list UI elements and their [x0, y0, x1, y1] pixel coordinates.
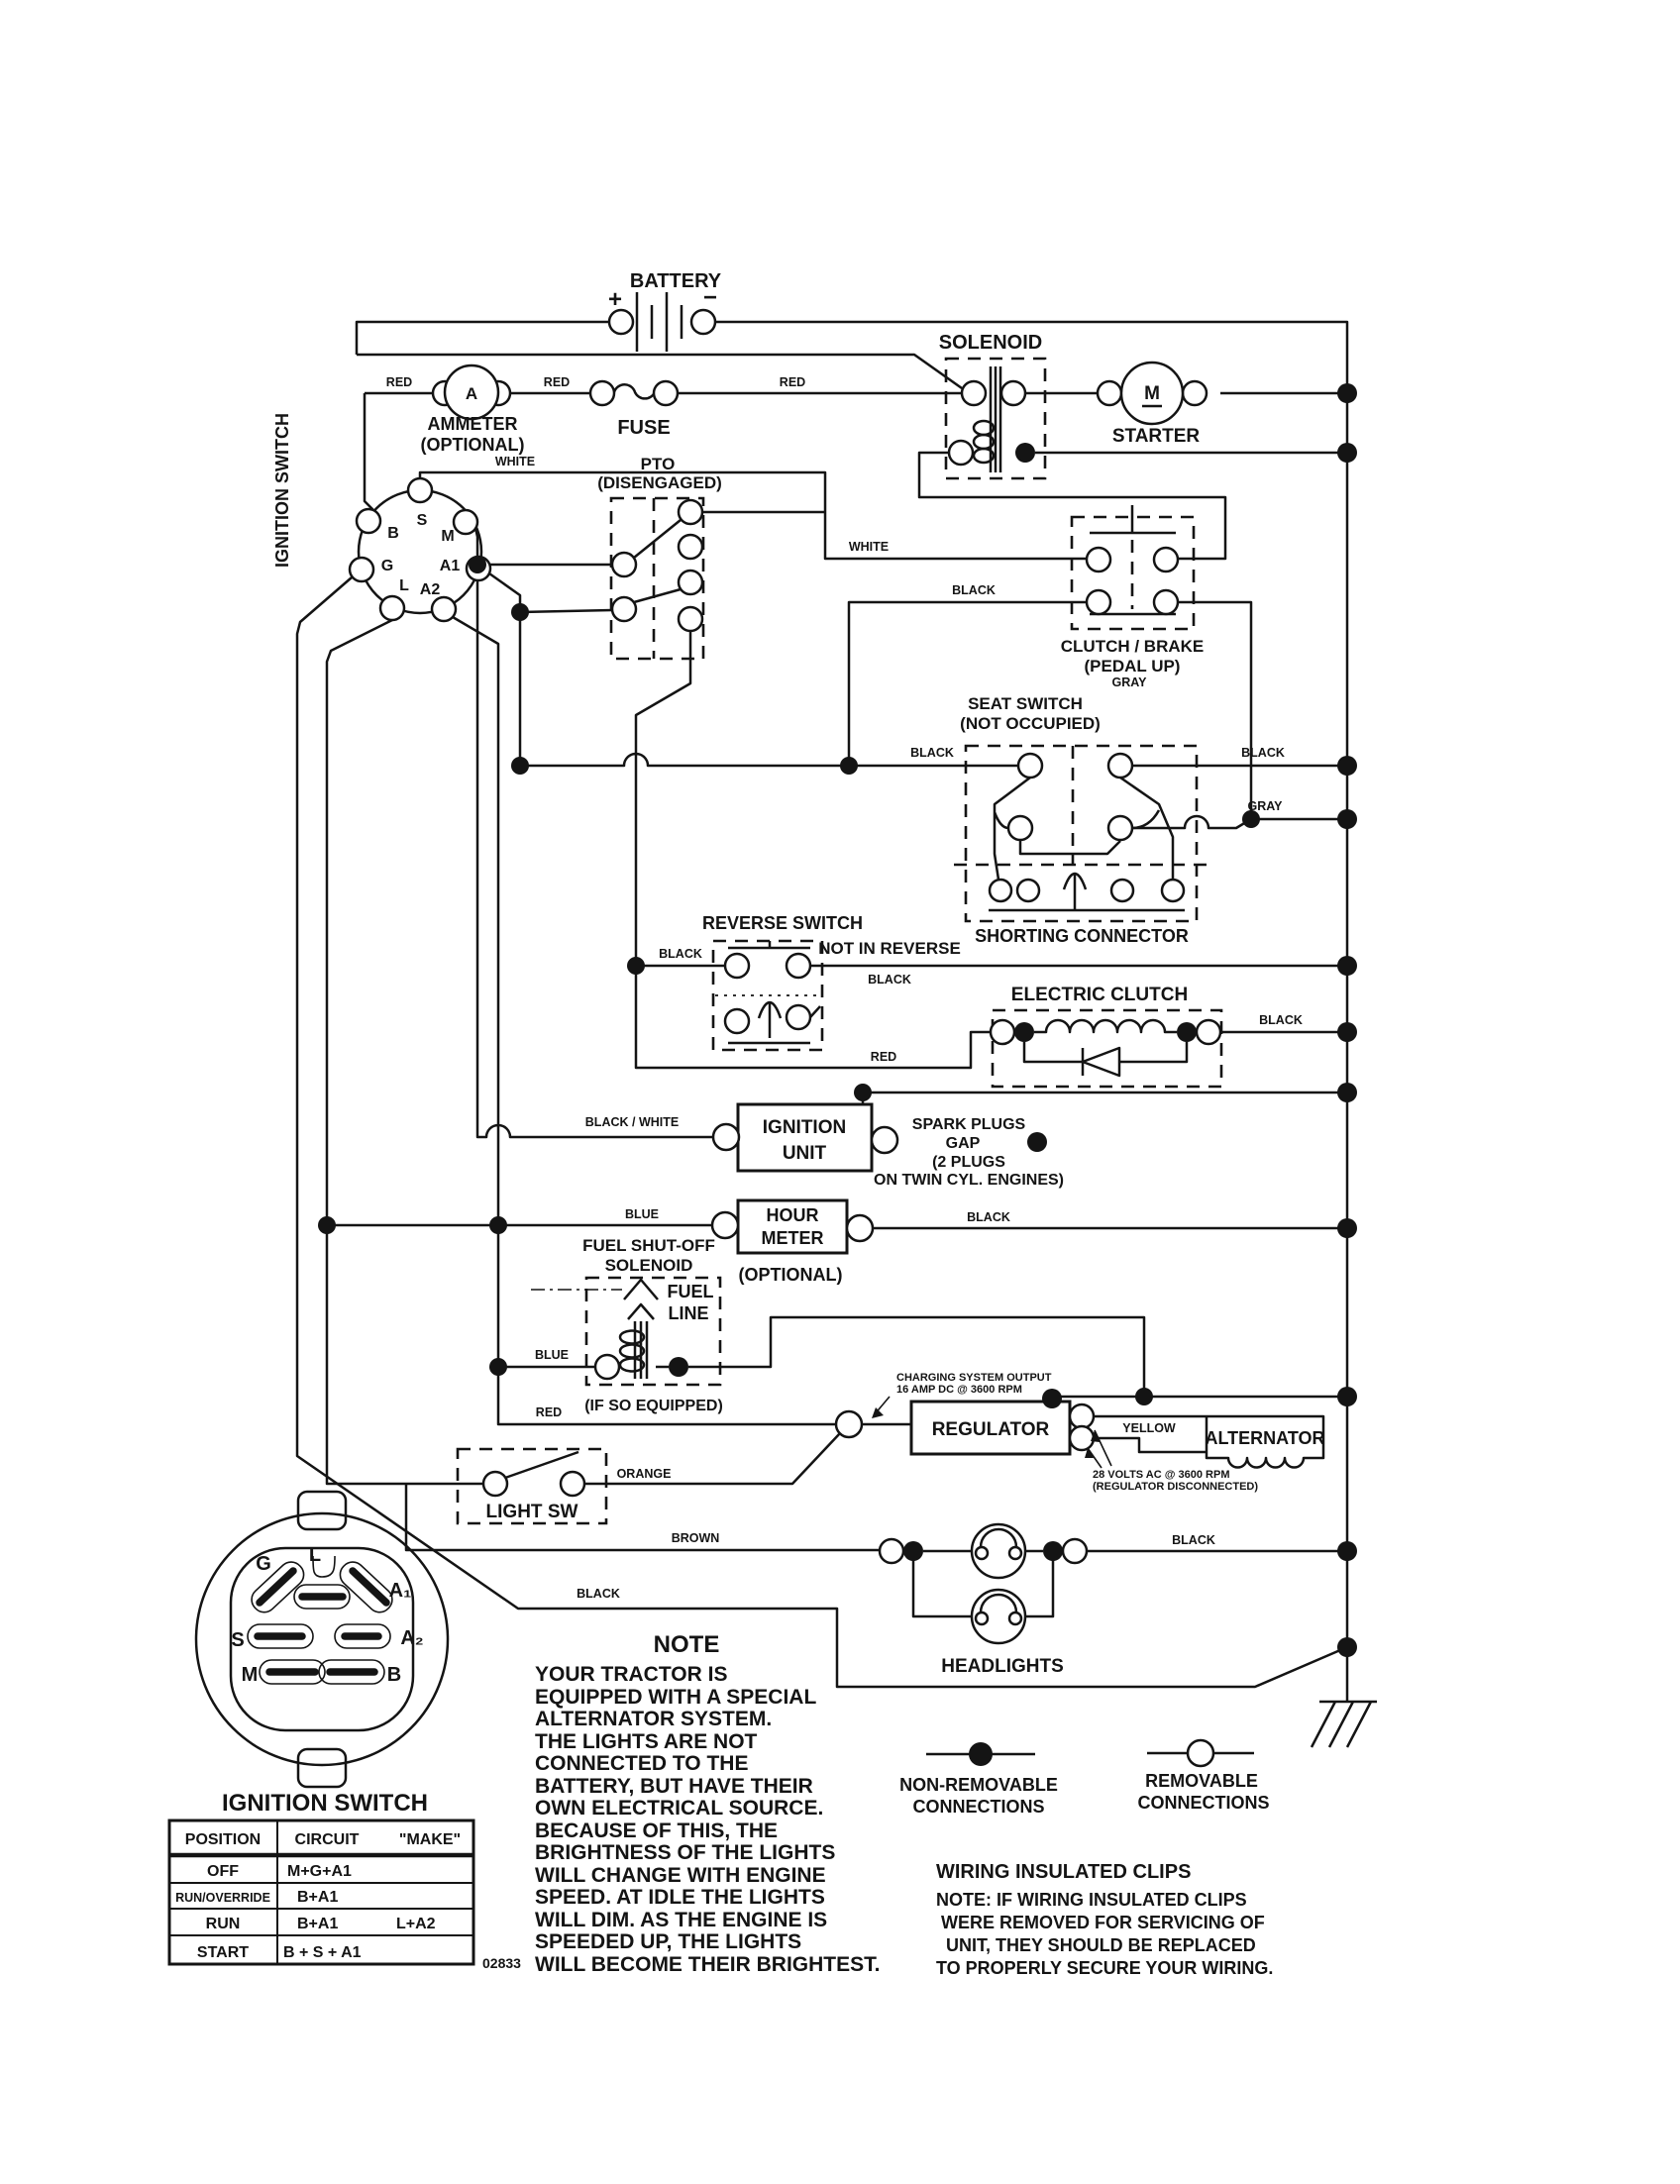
ign-label-a2: A2 [419, 581, 441, 598]
electric-clutch [991, 985, 1221, 1087]
diode-symbol [1083, 1048, 1119, 1076]
solenoid [939, 332, 1045, 478]
removable-circle-icon [1188, 1740, 1213, 1766]
fuse-element [614, 384, 655, 398]
note-line: SPEEDED UP, THE LIGHTS [535, 1930, 802, 1953]
legend-removable-label2: CONNECTIONS [1137, 1793, 1270, 1813]
ammeter-symbol: A [465, 384, 478, 403]
ac-volts-label2: (REGULATOR DISCONNECTED) [1093, 1481, 1259, 1493]
headlight-dot-right [1043, 1541, 1063, 1561]
headlights [880, 1524, 1087, 1677]
fuel-solenoid-label1: FUEL SHUT-OFF [582, 1236, 715, 1255]
seat-switch [954, 694, 1208, 946]
wire-label-blue: BLUE [534, 1348, 570, 1362]
wire-label-white: WHITE [494, 455, 536, 468]
a2-red-wire [453, 617, 836, 1424]
reverse-switch-label: REVERSE SWITCH [701, 913, 864, 933]
charging-output-label2: 16 AMP DC @ 3600 RPM [896, 1384, 1022, 1396]
pto-disengaged-label: (DISENGAGED) [597, 473, 722, 492]
charging-arrowhead [872, 1407, 884, 1418]
detail-title: IGNITION SWITCH [222, 1790, 428, 1817]
ign-label-s: S [416, 512, 428, 529]
eclutch-terminal-left [991, 1020, 1014, 1044]
connection-legend [899, 1740, 1269, 1817]
spark-plugs-label1: SPARK PLUGS [911, 1116, 1026, 1133]
hour-meter-label2: METER [761, 1228, 824, 1248]
table-header-position: POSITION [184, 1831, 262, 1848]
battery-pos-terminal [609, 310, 633, 334]
table-cell: RUN [205, 1916, 241, 1932]
note-line: BATTERY, BUT HAVE THEIR [535, 1775, 813, 1798]
pto-lower-feed [520, 610, 612, 612]
hour-meter-terminal-right [847, 1215, 873, 1241]
pto-terminal-4 [679, 607, 702, 631]
bulb2-pin-right [1009, 1612, 1021, 1624]
junction-dot [489, 1358, 507, 1376]
clutch-brake-label: CLUTCH / BRAKE [1060, 637, 1205, 656]
headlights-label: HEADLIGHTS [941, 1656, 1064, 1677]
ground-symbol [1312, 1702, 1377, 1747]
table-cell: B+A1 [297, 1889, 339, 1906]
battery-label: BATTERY [629, 270, 722, 292]
battery-minus: − [702, 284, 718, 311]
bus-dot [1337, 1083, 1357, 1102]
wire-label-black: BLACK [1172, 1533, 1215, 1547]
fuse-terminal-left [590, 381, 614, 405]
wire-label-black: BLACK [910, 746, 954, 760]
detail-label-l: L [308, 1544, 322, 1566]
light-switch-terminal-left [483, 1472, 507, 1496]
detail-label-s: S [231, 1629, 245, 1651]
pto-switch [597, 455, 722, 659]
legend-nonremovable-label2: CONNECTIONS [912, 1797, 1045, 1817]
yellow-wire [1094, 1438, 1207, 1452]
ac-volts-label1: 28 VOLTS AC @ 3600 RPM [1093, 1469, 1230, 1481]
note-line: WILL CHANGE WITH ENGINE [535, 1864, 826, 1887]
seat-terminal-1 [1018, 754, 1042, 778]
bulb1-pin-left [976, 1547, 988, 1559]
solenoid-terminal-in [962, 381, 986, 405]
junction-dot [511, 603, 529, 621]
junction-dot [854, 1084, 872, 1101]
table-cell: RUN/OVERRIDE [175, 1891, 270, 1905]
detail-label-g: G [256, 1553, 271, 1575]
shorting-terminal-2 [1017, 880, 1039, 901]
wire-label-white: WHITE [848, 540, 890, 554]
detail-label-b: B [386, 1664, 402, 1686]
ign-terminal-b [357, 509, 380, 533]
ignition-switch-detail [196, 1492, 448, 1817]
seat-terminal-2 [1108, 754, 1132, 778]
headlight2-wires [913, 1551, 1053, 1616]
brown-wire [406, 1484, 880, 1550]
detail-bottom-tab [298, 1749, 346, 1787]
clutch-terminal-4 [1154, 590, 1178, 614]
ign-terminal-g [350, 558, 373, 581]
headlight-terminal-left [880, 1539, 903, 1563]
note-line: SPEED. AT IDLE THE LIGHTS [535, 1886, 825, 1909]
white-wire [420, 472, 1087, 559]
table-header-circuit: CIRCUIT [294, 1831, 360, 1848]
fuel-solenoid-label2: SOLENOID [604, 1256, 693, 1275]
starter-label: STARTER [1111, 426, 1201, 447]
table-cell: OFF [207, 1863, 239, 1880]
junction-dot [840, 757, 858, 775]
charging-output-label1: CHARGING SYSTEM OUTPUT [896, 1372, 1052, 1384]
clutch-terminal-3 [1087, 590, 1110, 614]
pto-terminal-2 [679, 535, 702, 559]
bus-dot [1337, 383, 1357, 403]
headlight-terminal-right [1063, 1539, 1087, 1563]
table-cell: L+A2 [396, 1916, 436, 1932]
ign-label-g: G [380, 558, 394, 574]
electric-clutch-label: ELECTRIC CLUTCH [1010, 985, 1189, 1005]
wire-label-red: RED [535, 1405, 563, 1419]
regulator-terminal-in [836, 1411, 862, 1437]
wire-label-gray: GRAY [1247, 799, 1283, 813]
pto-blades [634, 520, 681, 602]
battery-top-wire-and-bus [357, 322, 1347, 1702]
table-cell: B + S + A1 [283, 1944, 362, 1961]
clutch-terminal-2 [1154, 548, 1178, 572]
reverse-terminal-4 [787, 1005, 810, 1029]
junction-dot [511, 757, 529, 775]
pto-terminal-6 [612, 597, 636, 621]
clips-note-block [936, 1861, 1273, 1978]
shorting-terminal-3 [1111, 880, 1133, 901]
ignition-switch-table [169, 1820, 521, 1971]
l-light-wire [327, 620, 483, 1484]
table-cell: M+G+A1 [287, 1863, 352, 1880]
ign-terminal-s [408, 478, 432, 502]
wire-label-black: BLACK [868, 973, 911, 987]
non-removable-dot-icon [969, 1742, 993, 1766]
wire-label-black: BLACK [952, 583, 996, 597]
seat-terminal-3 [1008, 816, 1032, 840]
note-line: WILL BECOME THEIR BRIGHTEST. [535, 1953, 881, 1976]
bus-dot [1337, 443, 1357, 463]
light-switch-terminal-right [561, 1472, 584, 1496]
starter-terminal-left [1098, 381, 1121, 405]
headlight-filament-2 [981, 1595, 1016, 1612]
spark-plugs-label4: ON TWIN CYL. ENGINES) [874, 1172, 1064, 1189]
spark-plug-dot [1027, 1132, 1047, 1152]
bus-dot [1337, 809, 1357, 829]
light-switch [458, 1449, 606, 1523]
solenoid-coil-terminal [949, 441, 973, 465]
wire-label-black: BLACK [659, 947, 702, 961]
solenoid-ground-dot [1015, 443, 1035, 463]
if-so-equipped-label: (IF SO EQUIPPED) [584, 1398, 723, 1414]
wire-label-red: RED [870, 1050, 897, 1064]
alternator-label: ALTERNATOR [1205, 1428, 1325, 1448]
ignition-unit-terminal-out [872, 1127, 897, 1153]
battery-plates [637, 292, 682, 352]
junction-dot [627, 957, 645, 975]
note-line: YOUR TRACTOR IS [535, 1663, 728, 1686]
wire-label-black: BLACK [577, 1587, 620, 1601]
solenoid-terminal-out [1001, 381, 1025, 405]
clips-note-line: TO PROPERLY SECURE YOUR WIRING. [936, 1958, 1274, 1978]
regulator-terminal-ac1 [1070, 1404, 1094, 1428]
spark-plugs-label3: (2 PLUGS [932, 1154, 1005, 1171]
fuel-label: FUEL [667, 1282, 714, 1301]
b-terminal-wire [365, 393, 373, 510]
hour-meter-label1: HOUR [766, 1205, 819, 1225]
hour-meter [712, 1200, 873, 1285]
detail-top-tab [298, 1492, 346, 1529]
ign-terminal-a2 [432, 597, 456, 621]
seat-switch-label: SEAT SWITCH [968, 694, 1083, 713]
headlight-filament-1 [981, 1529, 1016, 1547]
eclutch-dot-right [1177, 1022, 1197, 1042]
fuel-terminal-left [595, 1355, 619, 1379]
note-line: BECAUSE OF THIS, THE [535, 1820, 779, 1842]
bulb2-pin-left [976, 1612, 988, 1624]
junction-dot [1135, 1388, 1153, 1405]
detail-terminal-bars [258, 1571, 386, 1672]
wire-label-blue: BLUE [624, 1207, 660, 1221]
clips-note-line: NOTE: IF WIRING INSULATED CLIPS [936, 1890, 1247, 1910]
reverse-red-wire [636, 631, 991, 1068]
reverse-switch [702, 913, 961, 1050]
bus-dot [1337, 1541, 1357, 1561]
spark-plugs-label2: GAP [945, 1135, 981, 1152]
note-line: THE LIGHTS ARE NOT [535, 1730, 758, 1753]
bus-dot [1337, 956, 1357, 976]
regulator-out-dot [1042, 1389, 1062, 1408]
hour-meter-optional: (OPTIONAL) [738, 1265, 843, 1285]
ign-label-a1: A1 [439, 558, 461, 574]
junction-dot [489, 1216, 507, 1234]
fuse-terminal-right [654, 381, 678, 405]
ignition-unit-terminal-in [713, 1124, 739, 1150]
bus-dot [1337, 1022, 1357, 1042]
table-header-make: "MAKE" [398, 1831, 462, 1848]
pto-label: PTO [640, 455, 676, 473]
regulator-out-wire [1052, 1397, 1347, 1402]
bus-dot [1337, 1387, 1357, 1406]
figure-number: 02833 [482, 1955, 521, 1971]
note-block [535, 1631, 880, 1976]
not-in-reverse-label: NOT IN REVERSE [818, 939, 961, 958]
shorting-terminal-1 [990, 880, 1011, 901]
ignition-unit [713, 1104, 1064, 1189]
light-switch-label: LIGHT SW [485, 1502, 578, 1522]
reverse-terminal-1 [725, 954, 749, 978]
shorting-connector-label: SHORTING CONNECTOR [975, 926, 1189, 946]
wire-label-red: RED [779, 375, 806, 389]
reverse-terminal-2 [787, 954, 810, 978]
bus-dot [1337, 1637, 1357, 1657]
table-cell: START [196, 1944, 250, 1961]
ignition-unit-label2: UNIT [782, 1143, 827, 1164]
solenoid-plunger [991, 366, 1000, 472]
wire-label-black: BLACK [1259, 1013, 1303, 1027]
solenoid-label: SOLENOID [938, 332, 1043, 354]
clutch-black-wire [849, 602, 1087, 766]
battery [608, 270, 722, 352]
starter-terminal-right [1183, 381, 1207, 405]
electric-clutch-coil [1034, 1020, 1177, 1032]
wire-label-black-white: BLACK / WHITE [584, 1115, 680, 1129]
regulator [836, 1372, 1258, 1493]
note-line: WILL DIM. AS THE ENGINE IS [535, 1909, 828, 1931]
ammeter-label: AMMETER [427, 414, 518, 434]
starter [1098, 363, 1207, 447]
eclutch-terminal-right [1197, 1020, 1220, 1044]
note-line: BRIGHTNESS OF THE LIGHTS [535, 1841, 836, 1864]
regulator-label: REGULATOR [931, 1419, 1050, 1440]
ign-label-l: L [399, 577, 409, 594]
seat-switch-state-label: (NOT OCCUPIED) [960, 714, 1101, 733]
regulator-terminal-ac2 [1070, 1426, 1094, 1450]
clips-note-title: WIRING INSULATED CLIPS [936, 1861, 1192, 1883]
alternator [1206, 1416, 1325, 1468]
pto-terminal-3 [679, 571, 702, 594]
battery-neg-terminal [691, 310, 715, 334]
clips-note-line: UNIT, THEY SHOULD BE REPLACED [946, 1935, 1256, 1955]
wire-label-black: BLACK [1241, 746, 1285, 760]
wire-label-red: RED [385, 375, 413, 389]
line-label: LINE [668, 1303, 709, 1323]
note-title: NOTE [653, 1631, 720, 1658]
detail-molding-outlines [247, 1556, 397, 1684]
detail-label-m: M [241, 1664, 259, 1686]
reverse-terminal-3 [725, 1009, 749, 1033]
note-line: OWN ELECTRICAL SOURCE. [535, 1797, 824, 1820]
junction-dot [318, 1216, 336, 1234]
detail-label-a2: A₂ [400, 1627, 424, 1649]
seat-terminal-4 [1108, 816, 1132, 840]
bulb1-pin-right [1009, 1547, 1021, 1559]
pto-terminal-5 [612, 553, 636, 576]
ammeter [421, 365, 525, 455]
junction-dot [469, 556, 486, 573]
ignition-unit-label1: IGNITION [762, 1117, 847, 1138]
shorting-connector-divider [954, 746, 1208, 865]
note-line: ALTERNATOR SYSTEM. [535, 1708, 773, 1730]
note-line: CONNECTED TO THE [535, 1752, 749, 1775]
wire-label-orange: ORANGE [616, 1467, 672, 1481]
legend-nonremovable-label1: NON-REMOVABLE [899, 1775, 1058, 1795]
fuse-label: FUSE [617, 417, 671, 439]
battery-plus: + [607, 286, 623, 313]
fuel-terminal-right-dot [669, 1357, 688, 1377]
bus-dot [1337, 1218, 1357, 1238]
starter-symbol: M [1144, 383, 1160, 404]
wire-label-gray: GRAY [1111, 676, 1147, 689]
wire-label-yellow: YELLOW [1122, 1421, 1176, 1435]
clutch-terminal-1 [1087, 548, 1110, 572]
ign-label-m: M [441, 528, 455, 545]
shorting-terminal-4 [1162, 880, 1184, 901]
ignition-switch-vertical-label: IGNITION SWITCH [272, 413, 292, 568]
detail-label-a1: A₁ [388, 1580, 412, 1602]
bus-dot [1337, 756, 1357, 776]
clips-note-line: WERE REMOVED FOR SERVICING OF [941, 1913, 1265, 1932]
ign-terminal-l [380, 596, 404, 620]
wire-label-red: RED [543, 375, 571, 389]
ign-terminal-m [454, 510, 477, 534]
table-cell: B+A1 [297, 1916, 339, 1932]
wire-label-brown: BROWN [671, 1531, 720, 1545]
ammeter-optional-label: (OPTIONAL) [420, 435, 525, 455]
fuel-line-arrow [624, 1280, 669, 1379]
hour-meter-terminal-left [712, 1212, 738, 1238]
pto-terminal-1 [679, 500, 702, 524]
wire-label-black: BLACK [967, 1210, 1010, 1224]
a1-vertical-wire [489, 573, 520, 766]
fuel-shutoff-solenoid [531, 1236, 723, 1414]
headlight-dot-left [903, 1541, 923, 1561]
eclutch-dot-left [1014, 1022, 1034, 1042]
spark-return-wire [863, 1092, 1347, 1104]
clutch-br-pedal-label: (PEDAL UP) [1084, 657, 1181, 676]
note-line: EQUIPPED WITH A SPECIAL [535, 1686, 817, 1709]
ign-label-b: B [387, 525, 399, 542]
clutch-brake-switch [1061, 505, 1205, 676]
legend-removable-label1: REMOVABLE [1145, 1771, 1258, 1791]
